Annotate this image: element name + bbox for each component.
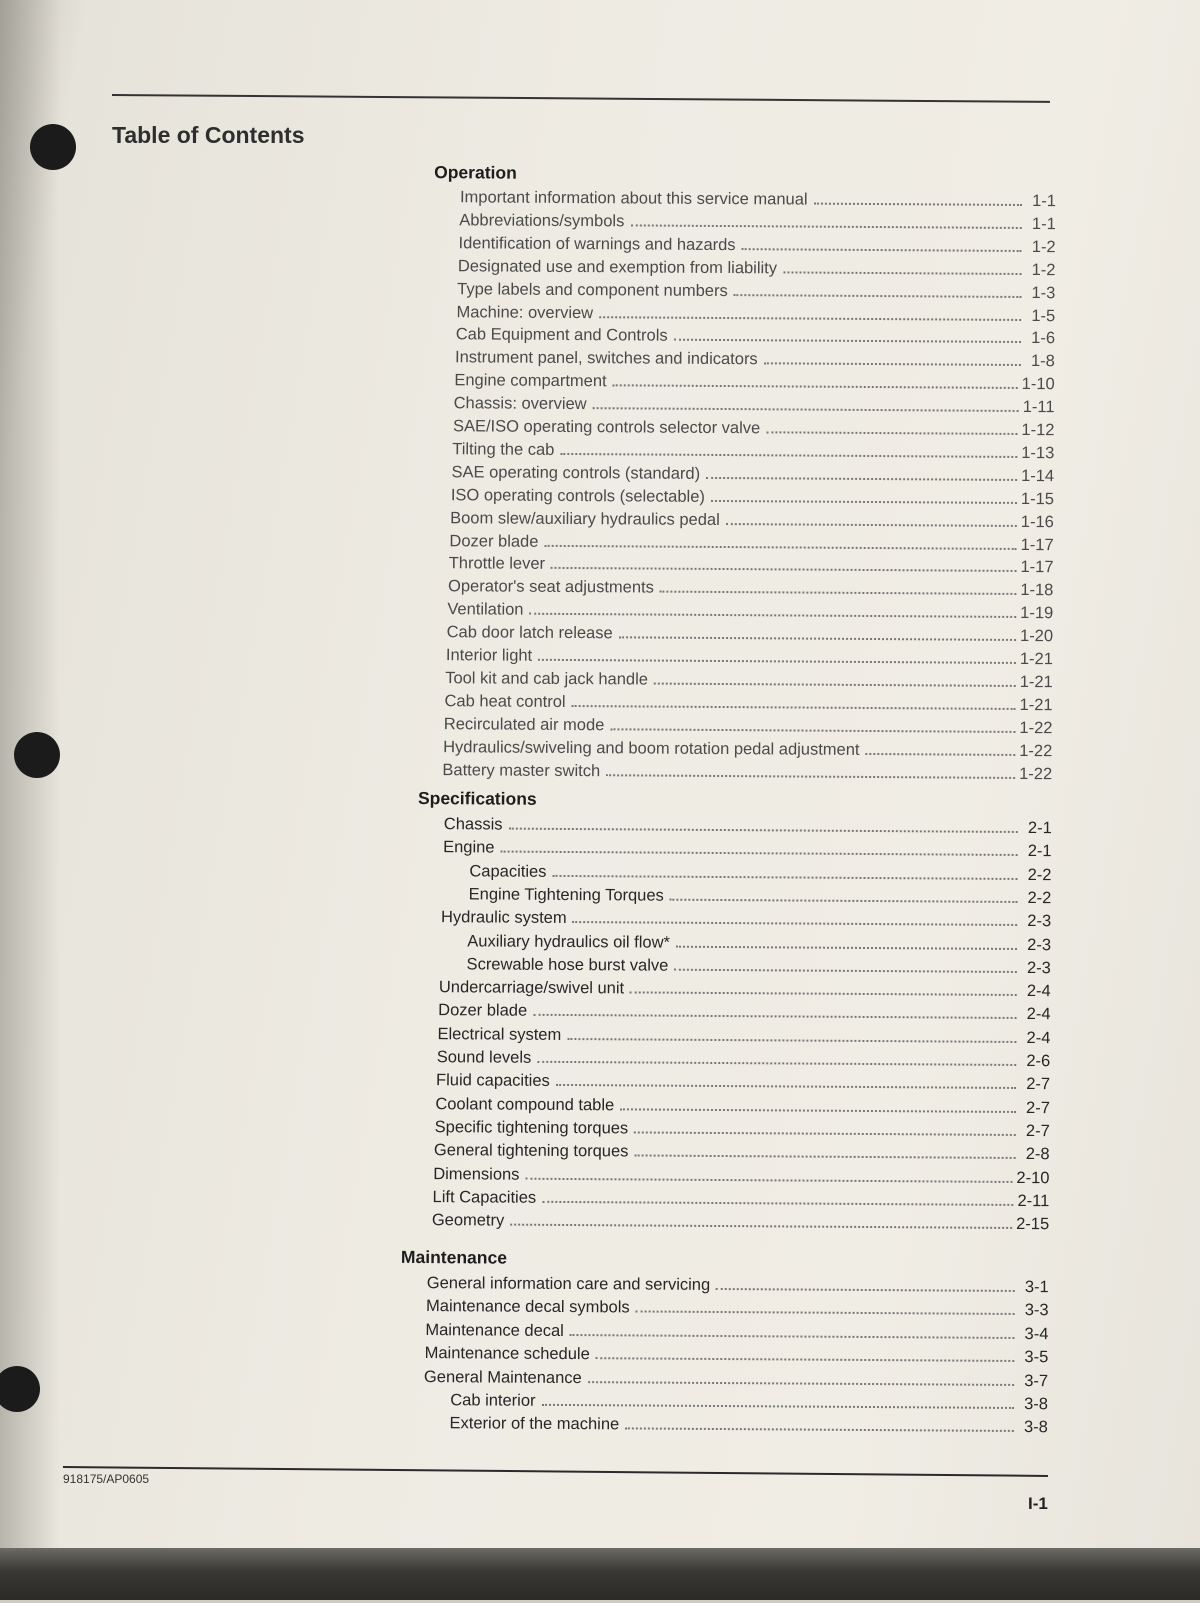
toc-entry-label: Throttle lever (448, 554, 546, 574)
toc-entry (435, 1116, 1050, 1142)
toc-entry-page: 2-11 (1017, 1191, 1050, 1210)
dot-leader (510, 1224, 1012, 1229)
dot-leader (619, 636, 1016, 641)
toc-entry-page: 1-18 (1020, 581, 1054, 600)
toc-entry (456, 301, 1055, 327)
dot-leader (529, 613, 1016, 618)
toc-entry-page: 1-8 (1030, 352, 1055, 371)
dot-leader (533, 1014, 1016, 1019)
toc-entry-page: 2-3 (1026, 958, 1051, 977)
dot-leader (660, 591, 1016, 595)
dot-leader (593, 407, 1019, 412)
toc-entry-label: Tool kit and cab jack handle (445, 669, 649, 689)
toc-entry (449, 553, 1054, 579)
dot-leader (542, 1201, 1013, 1206)
section-heading: Maintenance (400, 1246, 508, 1268)
toc-entry-label: Battery master switch (442, 760, 601, 780)
dot-leader (599, 316, 1021, 321)
toc-entry-page: 1-1 (1031, 214, 1056, 234)
dot-leader (542, 1404, 1014, 1409)
toc-entry (451, 461, 1054, 487)
section-heading: Operation (434, 162, 517, 183)
dot-leader (674, 339, 1021, 343)
dot-leader (716, 1288, 1015, 1292)
toc-entry-page: 2-6 (1026, 1052, 1051, 1071)
toc-entry (425, 1342, 1049, 1368)
toc-entry-page: 1-17 (1020, 535, 1054, 554)
toc-entry-page: 1-12 (1021, 420, 1055, 440)
dot-leader (538, 659, 1016, 664)
dot-leader (500, 851, 1017, 856)
toc-entry (450, 507, 1054, 533)
toc-entry-page: 2-4 (1026, 1005, 1051, 1024)
dot-leader (711, 500, 1017, 504)
toc-entry-page: 1-6 (1031, 329, 1056, 348)
toc-entry (469, 860, 1051, 886)
toc-entry-label: Maintenance schedule (424, 1344, 590, 1364)
dot-leader (596, 1357, 1015, 1362)
toc-entry-label: Hydraulic system (440, 908, 567, 928)
dot-leader (567, 1038, 1016, 1043)
dot-leader (551, 567, 1016, 572)
toc-entry-label: Ventilation (447, 600, 524, 619)
page-number: I-1 (1028, 1494, 1048, 1513)
toc-entry-label: Designated use and exemption from liability (457, 256, 778, 278)
toc-entry (442, 759, 1052, 785)
dot-leader (525, 1177, 1012, 1182)
toc-entry-label: Capacities (469, 861, 547, 881)
toc-entry-page: 1-5 (1031, 306, 1056, 325)
toc-entry-label: General information care and servicing (426, 1274, 711, 1294)
dot-leader (634, 1155, 1015, 1160)
toc-entry (435, 1093, 1050, 1119)
toc-entry-page: 3-5 (1024, 1348, 1049, 1367)
toc-entry (446, 644, 1053, 670)
toc-entry (467, 930, 1051, 956)
toc-entry-label: Abbreviations/symbols (459, 211, 625, 231)
dot-leader (570, 1334, 1015, 1339)
dot-leader (606, 774, 1015, 779)
toc-entry (460, 186, 1056, 212)
toc-entry (434, 1139, 1050, 1165)
page-title: Table of Contents (112, 122, 305, 148)
toc-entry (469, 883, 1052, 909)
toc-entry-label: Dozer blade (438, 1001, 528, 1021)
dot-leader (742, 248, 1022, 252)
dot-leader (625, 1428, 1014, 1433)
toc-entry (432, 1186, 1049, 1212)
toc-entry-label: Specific tightening torques (434, 1118, 629, 1138)
toc-entry-label: SAE/ISO operating controls selector valve (452, 417, 761, 438)
toc-entry-page: 1-21 (1019, 649, 1054, 669)
toc-entry-label: SAE operating controls (standard) (451, 463, 701, 483)
toc-entry-label: Cab interior (450, 1391, 536, 1410)
toc-entry-page: 1-20 (1019, 627, 1054, 646)
toc-entry (436, 1069, 1050, 1095)
dot-leader (560, 453, 1017, 458)
dot-leader (572, 705, 1016, 710)
toc-entry-page: 1-16 (1020, 512, 1054, 531)
dot-leader (674, 968, 1017, 972)
toc-entry (459, 232, 1056, 258)
toc-entry (441, 906, 1051, 932)
toc-entry (450, 1389, 1048, 1415)
toc-entry-label: Lift Capacities (432, 1187, 537, 1207)
toc-entry (424, 1366, 1048, 1392)
toc-entry-page: 2-2 (1027, 865, 1052, 884)
toc-entry-page: 1-11 (1022, 398, 1055, 417)
toc-entry-label: Interior light (445, 646, 533, 665)
toc-entry-label: Electrical system (437, 1024, 562, 1044)
toc-entry (437, 1023, 1050, 1049)
dot-leader (620, 1108, 1016, 1113)
toc-entry-label: Undercarriage/swivel unit (438, 978, 625, 998)
toc-entry-page: 2-3 (1027, 935, 1052, 954)
toc-entry-page: 1-1 (1032, 192, 1057, 211)
toc-entry-label: Engine Tightening Torques (468, 885, 664, 905)
toc-entry-label: Maintenance decal symbols (426, 1297, 630, 1317)
toc-entry-page: 2-10 (1016, 1168, 1050, 1187)
toc-entry-label: Dimensions (433, 1164, 520, 1184)
toc-entry (454, 392, 1055, 418)
toc-entry-page: 1-15 (1020, 489, 1055, 508)
toc-entry-page: 1-22 (1019, 718, 1053, 737)
toc-entry-page: 1-22 (1019, 764, 1053, 783)
toc-entry-page: 3-1 (1024, 1278, 1049, 1297)
toc-entry (443, 736, 1052, 762)
toc-entry-label: Fluid capacities (436, 1071, 550, 1091)
toc-entry-page: 3-8 (1023, 1418, 1048, 1437)
toc-entry (433, 1163, 1049, 1189)
toc-entry (445, 667, 1053, 693)
dot-leader (630, 224, 1021, 229)
document-code: 918175/AP0605 (63, 1472, 150, 1486)
dot-leader (508, 828, 1017, 833)
toc-entry (426, 1295, 1049, 1321)
toc-entry-label: ISO operating controls (selectable) (450, 485, 705, 506)
toc-entry (425, 1319, 1048, 1345)
toc-entry-label: Hydraulics/swiveling and boom rotation pedal adjustment (443, 737, 860, 759)
toc-entry-label: Important information about this service manual (459, 188, 808, 209)
toc-entry (452, 438, 1054, 464)
toc-entry-page: 3-3 (1024, 1301, 1049, 1320)
toc-entry-label: Exterior of the machine (449, 1414, 620, 1434)
toc-entry-label: Cab door latch release (446, 623, 613, 643)
toc-entry-page: 2-1 (1027, 842, 1052, 861)
toc-entry-page: 2-3 (1027, 912, 1052, 931)
toc-entry-page: 1-22 (1019, 741, 1053, 760)
toc-entry (459, 209, 1056, 235)
toc-entry-page: 1-14 (1021, 466, 1055, 486)
dot-leader (814, 203, 1022, 206)
dot-leader (544, 544, 1016, 549)
dot-leader (573, 921, 1018, 926)
toc-entry-label: Operator's seat adjustments (447, 577, 654, 597)
toc-entry-label: Chassis (443, 815, 503, 834)
dot-leader (588, 1381, 1014, 1386)
dot-leader (726, 523, 1017, 527)
toc-entry (451, 484, 1054, 510)
toc-entry-page: 2-7 (1026, 1075, 1051, 1094)
toc-entry-page: 3-4 (1024, 1324, 1049, 1343)
toc-entry-page: 2-1 (1027, 819, 1052, 838)
toc-entry-page: 2-7 (1026, 1098, 1051, 1117)
dot-leader (613, 384, 1018, 389)
toc-entry (438, 1000, 1051, 1026)
dot-leader (766, 431, 1017, 435)
toc-entry-page: 1-19 (1020, 604, 1054, 623)
toc-entry-label: Maintenance decal (425, 1320, 564, 1340)
toc-entry (456, 324, 1055, 350)
toc-entry (427, 1272, 1049, 1298)
toc-entry-page: 1-17 (1020, 558, 1054, 577)
toc-entry-label: Cab Equipment and Controls (455, 325, 668, 346)
dot-leader (537, 1061, 1016, 1066)
dot-leader (670, 899, 1018, 903)
toc-entry-label: Machine: overview (456, 302, 594, 322)
toc-entry (454, 369, 1055, 395)
toc-entry-label: Sound levels (436, 1048, 532, 1067)
toc-entry-label: Cab heat control (444, 691, 566, 711)
toc-entry (457, 278, 1055, 304)
toc-entry-page: 3-8 (1024, 1395, 1049, 1414)
dot-leader (783, 271, 1021, 275)
toc-entry-label: General Maintenance (423, 1367, 582, 1387)
toc-entry (455, 347, 1055, 373)
toc-entry-label: Type labels and component numbers (457, 279, 728, 300)
toc-entry-label: Engine compartment (454, 371, 607, 391)
toc-entry-label: Boom slew/auxiliary hydraulics pedal (450, 508, 720, 529)
dot-leader (552, 874, 1017, 879)
toc-entry-label: Geometry (431, 1211, 505, 1230)
toc-entry-page: 1-21 (1019, 672, 1053, 692)
dot-leader (630, 992, 1017, 997)
section-heading: Specifications (417, 787, 537, 809)
toc-entry-page: 1-10 (1021, 375, 1055, 394)
toc-entry-label: Identification of warnings and hazards (458, 234, 736, 254)
toc-entry-label: Recirculated air mode (443, 714, 605, 734)
dot-leader (654, 682, 1016, 686)
toc-entry-label: Instrument panel, switches and indicators (455, 348, 758, 369)
table-surface (0, 1548, 1200, 1600)
toc-entry-page: 1-2 (1031, 237, 1056, 257)
toc-entry-page: 2-4 (1026, 982, 1051, 1001)
toc-entry (449, 1413, 1047, 1439)
toc-entry-page: 1-3 (1031, 283, 1056, 302)
toc-entry (447, 598, 1053, 624)
toc-entry-page: 1-2 (1031, 260, 1056, 279)
dot-leader (706, 477, 1017, 481)
toc-entry (444, 690, 1052, 716)
toc-entry-page: 1-13 (1021, 443, 1055, 463)
toc-entry (448, 575, 1053, 601)
toc-entry-page: 1-21 (1019, 695, 1053, 715)
dot-leader (634, 1131, 1016, 1136)
toc-entry-page: 2-2 (1027, 888, 1052, 908)
toc-entry (444, 813, 1052, 839)
toc-entry-page: 2-15 (1016, 1215, 1050, 1234)
toc-entry-label: Auxiliary hydraulics oil flow* (467, 931, 671, 952)
toc-entry (458, 255, 1056, 281)
toc-entry (447, 621, 1054, 647)
dot-leader (734, 294, 1022, 298)
toc-entry (432, 1209, 1049, 1235)
toc-entry (449, 530, 1053, 556)
toc-entry-page: 2-8 (1025, 1145, 1050, 1164)
toc-entry-label: Dozer blade (449, 531, 539, 551)
toc-entry-page: 3-7 (1024, 1371, 1049, 1390)
toc-entry-label: General tightening torques (433, 1141, 629, 1161)
dot-leader (866, 753, 1016, 756)
dot-leader (556, 1084, 1016, 1089)
toc-entry-label: Coolant compound table (435, 1094, 615, 1114)
dot-leader (764, 363, 1021, 367)
toc-entry-page: 2-7 (1025, 1121, 1050, 1141)
dot-leader (610, 728, 1015, 733)
toc-entry-label: Tilting the cab (452, 440, 555, 459)
toc-entry-page: 2-4 (1026, 1028, 1051, 1047)
toc-entry (467, 953, 1051, 979)
toc-entry (453, 415, 1055, 441)
toc-entry (444, 713, 1053, 739)
dot-leader (676, 945, 1017, 949)
dot-leader (636, 1311, 1015, 1316)
toc-entry (443, 836, 1052, 862)
toc-entry (439, 976, 1051, 1002)
toc-entry (437, 1046, 1051, 1072)
toc-entry-label: Screwable hose burst valve (466, 955, 669, 975)
toc-entry-label: Chassis: overview (453, 394, 587, 414)
toc-entry-label: Engine (443, 838, 495, 857)
